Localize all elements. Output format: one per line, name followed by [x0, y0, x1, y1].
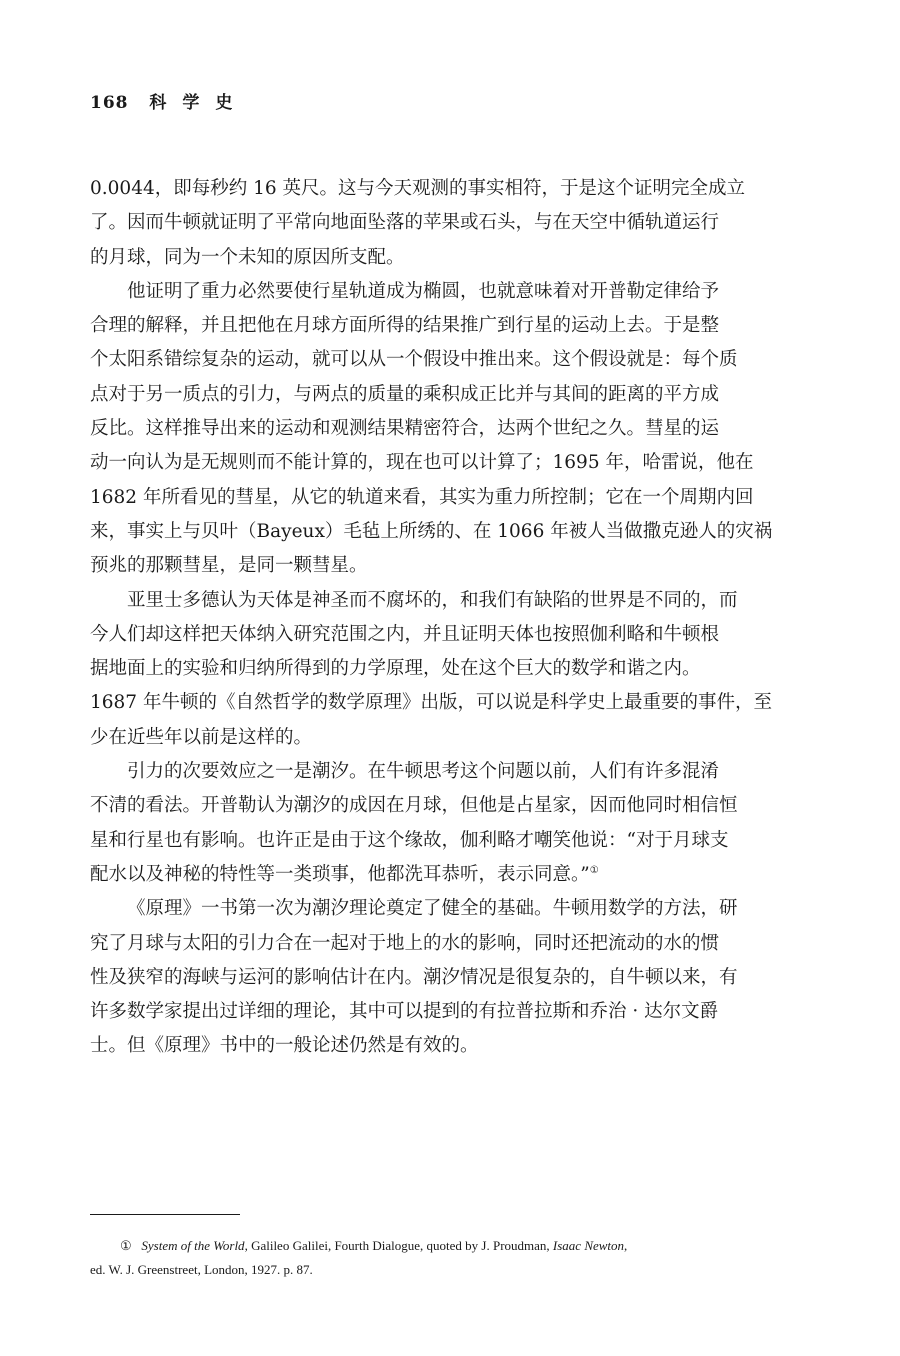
text-line: 少在近些年以前是这样的。 — [90, 726, 313, 748]
text-line: 个太阳系错综复杂的运动，就可以从一个假设中推出来。这个假设就是：每个质 — [90, 349, 738, 371]
book-title: 科学史 — [149, 93, 249, 113]
footnote-title: System of the World — [141, 1238, 245, 1253]
footnote — [90, 1234, 820, 1282]
page-number: 168 — [90, 93, 129, 113]
body-text — [90, 172, 815, 1064]
text-line: 0.0044，即每秒约 16 英尺。这与今天观测的事实相符，于是这个证明完全成立 — [90, 178, 746, 199]
text-line: 的月球，同为一个未知的原因所支配。 — [90, 246, 405, 268]
footnote-marker: ① — [120, 1238, 132, 1253]
text-line: 许多数学家提出过详细的理论，其中可以提到的有拉普拉斯和乔治 · 达尔文爵 — [90, 1001, 719, 1023]
paragraph — [90, 755, 815, 892]
text-line: 动一向认为是无规则而不能计算的，现在也可以计算了；1695 年，哈雷说，他在 — [90, 452, 754, 474]
text-line: 今人们却这样把天体纳入研究范围之内，并且证明天体也按照伽利略和牛顿根 — [90, 623, 720, 645]
footnote-reference: ① — [589, 864, 599, 876]
text-line: 点对于另一质点的引力，与两点的质量的乘积成正比并与其间的距离的平方成 — [90, 383, 720, 405]
text-line: 星和行星也有影响。也许正是由于这个缘故，伽利略才嘲笑他说：“对于月球支 — [90, 829, 729, 851]
text-line: 引力的次要效应之一是潮汐。在牛顿思考这个问题以前，人们有许多混淆 — [127, 761, 720, 783]
footnote-text-b: , — [624, 1238, 628, 1253]
footnote-divider — [90, 1214, 240, 1215]
text-line: 1682 年所看见的彗星，从它的轨道来看，其实为重力所控制；它在一个周期内回 — [90, 486, 754, 508]
text-line: 据地面上的实验和归纳所得到的力学原理，处在这个巨大的数学和谐之内。 — [90, 658, 701, 680]
text-line: 了。因而牛顿就证明了平常向地面坠落的苹果或石头，与在天空中循轨道运行 — [90, 212, 720, 234]
paragraph — [90, 275, 815, 584]
footnote-book: Isaac Newton — [552, 1238, 625, 1253]
footnote-line-2: ed. W. J. Greenstreet, London, 1927. p. 87. — [90, 1262, 313, 1277]
text-line: 他证明了重力必然要使行星轨道成为椭圆，也就意味着对开普勒定律给予 — [127, 280, 720, 302]
footnote-text-a: , Galileo Galilei, Fourth Dialogue, quoted by J. Proudman, — [244, 1238, 553, 1253]
text-line: 士。但《原理》书中的一般论述仍然是有效的。 — [90, 1035, 479, 1057]
running-header — [90, 88, 248, 113]
text-line: 合理的解释，并且把他在月球方面所得的结果推广到行星的运动上去。于是整 — [90, 315, 720, 337]
text-line: 预兆的那颗彗星，是同一颗彗星。 — [90, 555, 368, 577]
text-line: 不清的看法。开普勒认为潮汐的成因在月球，但他是占星家，因而他同时相信恒 — [90, 795, 738, 817]
paragraph — [90, 172, 815, 275]
text-line: 究了月球与太阳的引力合在一起对于地上的水的影响，同时还把流动的水的惯 — [90, 932, 720, 954]
paragraph — [90, 892, 815, 1063]
text-line: 亚里士多德认为天体是神圣而不腐坏的，和我们有缺陷的世界是不同的，而 — [127, 589, 738, 611]
text-line: 反比。这样推导出来的运动和观测结果精密符合，达两个世纪之久。彗星的运 — [90, 418, 720, 440]
text-line: 来，事实上与贝叶（Bayeux）毛毡上所绣的、在 1066 年被人当做撒克逊人的灾祸 — [90, 520, 773, 542]
text-line: 配水以及神秘的特性等一类琐事，他都洗耳恭听，表示同意。”① — [90, 863, 599, 885]
paragraph — [90, 584, 815, 755]
text-line: 《原理》一书第一次为潮汐理论奠定了健全的基础。牛顿用数学的方法，研 — [127, 898, 738, 920]
text-line: 1687 年牛顿的《自然哲学的数学原理》出版，可以说是科学史上最重要的事件，至 — [90, 692, 772, 714]
footnote-line-1 — [90, 1234, 820, 1258]
text-line: 性及狭窄的海峡与运河的影响估计在内。潮汐情况是很复杂的，自牛顿以来，有 — [90, 966, 738, 988]
